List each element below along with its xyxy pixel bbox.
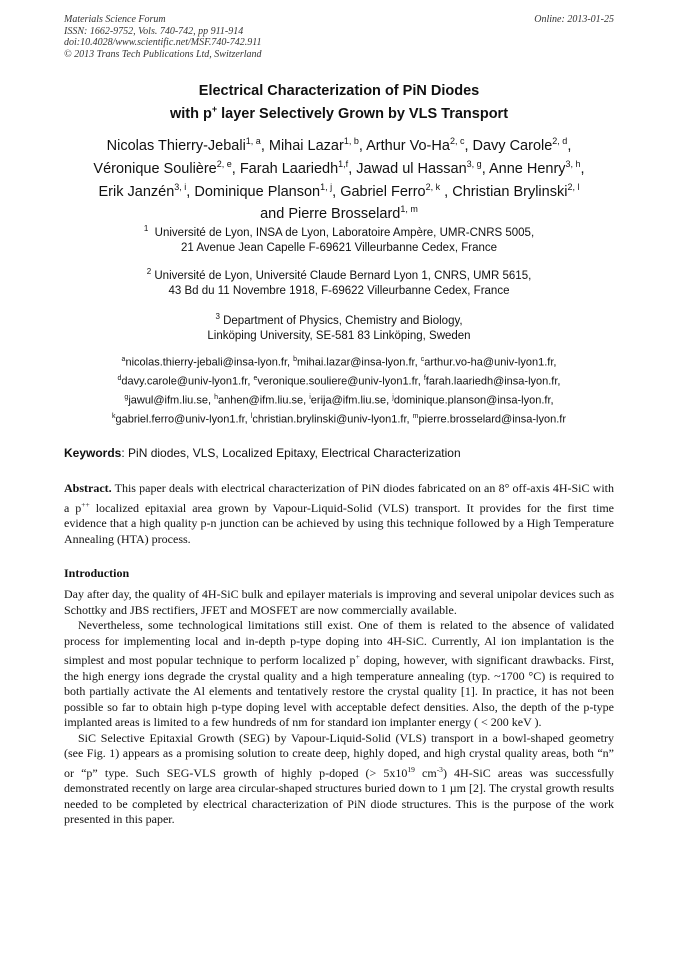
- copyright-line: © 2013 Trans Tech Publications Ltd, Switzerland: [64, 48, 262, 60]
- abstract-superscript: ++: [81, 499, 90, 509]
- author-affiliation-mark: 2, e: [216, 158, 232, 169]
- author-name: Anne Henry: [488, 160, 566, 177]
- author-name: Erik Janzén: [98, 183, 175, 200]
- paragraph-text: doping, however, with significant drawbacks. First, the high energy ions degrade the crystal quality and a high temperature annealing (typ. ~1700 °C) is required to both partially activate the Al elements and tentatively restore the crystal quality [1]. In practice, it has not been possible so far to obtain high p-type doping level with acceptable defect densities. Also, the depth of the p-type implanted areas is limited to a few hundreds of nm for standard ion implanter energy ( < 200 keV ).: [64, 653, 614, 729]
- email-mark: j: [392, 394, 394, 402]
- keywords-label: Keywords: [64, 446, 122, 460]
- author-affiliation-mark: 2, l: [567, 181, 580, 192]
- author-name: Farah Laariedh: [239, 160, 339, 177]
- author-affiliation-mark: 1, j: [320, 181, 333, 192]
- author-separator: ,: [580, 160, 585, 177]
- author-name: and Pierre Brosselard: [260, 206, 401, 223]
- issn-line: ISSN: 1662-9752, Vols. 740-742, pp 911-914: [64, 25, 244, 37]
- affiliation-line: Linköping University, SE-581 83 Linköping, Sweden: [207, 330, 471, 343]
- paper-title: [40, 82, 638, 123]
- keywords: [64, 446, 614, 461]
- author-affiliation-mark: 1, m: [400, 204, 418, 215]
- author-name: Davy Carole: [472, 137, 553, 154]
- author-separator: ,: [332, 183, 341, 200]
- doi-line: doi:10.4028/www.scientific.net/MSF.740-742.911: [64, 37, 262, 48]
- email-mark: g: [124, 394, 129, 402]
- email-address[interactable]: jawul@ifm.liu.se,: [128, 394, 215, 407]
- author-affiliation-mark: 1, b: [343, 136, 359, 146]
- affiliation-text: Université de Lyon, INSA de Lyon, Laboratoire Ampère, UMR-CNRS 5005,: [154, 226, 535, 239]
- journal-header: [64, 14, 614, 60]
- email-mark: k: [111, 413, 116, 421]
- email-address[interactable]: mihai.lazar@insa-lyon.fr,: [297, 356, 421, 369]
- paragraph: [64, 618, 614, 731]
- author-separator: ,: [186, 183, 195, 200]
- affiliation-number: 3: [215, 312, 220, 321]
- affiliation-2: [40, 264, 638, 300]
- author-line-3: [30, 178, 648, 201]
- email-address[interactable]: davy.carole@univ-lyon1.fr,: [121, 375, 254, 388]
- title-line-1: Electrical Characterization of PiN Diodes: [198, 83, 480, 99]
- affiliation-number: 2: [146, 267, 152, 276]
- author-separator: ,: [481, 160, 489, 177]
- email-address[interactable]: erija@ifm.liu.se,: [310, 394, 393, 407]
- affiliation-line: 43 Bd du 11 Novembre 1918, F-69622 Villeurbanne Cedex, France: [168, 285, 510, 298]
- email-mark: f: [423, 375, 426, 383]
- email-address[interactable]: pierre.brosselard@insa-lyon.fr: [418, 414, 567, 427]
- author-affiliation-mark: 1,f: [338, 158, 349, 169]
- author-name: Nicolas Thierry-Jebali: [106, 137, 246, 154]
- email-address[interactable]: dominique.planson@insa-lyon.fr,: [393, 394, 554, 407]
- affiliation-line: [40, 264, 638, 284]
- author-name: Mihai Lazar: [268, 137, 344, 154]
- email-address[interactable]: gabriel.ferro@univ-lyon1.fr,: [115, 414, 251, 427]
- author-separator: ,: [348, 160, 357, 177]
- email-address[interactable]: nicolas.thierry-jebali@insa-lyon.fr,: [125, 356, 294, 369]
- email-line: [40, 371, 638, 390]
- email-mark: m: [412, 413, 419, 421]
- email-address[interactable]: anhen@ifm.liu.se,: [217, 394, 310, 407]
- paragraph: [64, 731, 614, 828]
- title-superscript: +: [211, 104, 218, 114]
- section-heading-introduction: Introduction: [64, 566, 130, 580]
- author-separator: ,: [567, 137, 572, 154]
- affiliation-line: 21 Avenue Jean Capelle F-69621 Villeurbanne Cedex, France: [180, 242, 498, 255]
- email-mark: l: [250, 413, 253, 421]
- author-name: Jawad ul Hassan: [356, 160, 467, 177]
- author-separator: ,: [260, 137, 269, 154]
- email-mark: b: [293, 356, 298, 363]
- superscript: +: [355, 652, 360, 661]
- author-line-2: [30, 155, 648, 178]
- email-address[interactable]: arthur.vo-ha@univ-lyon1.fr,: [424, 356, 557, 369]
- online-date: Online: 2013-01-25: [534, 14, 614, 25]
- email-address[interactable]: christian.brylinski@univ-lyon1.fr,: [252, 414, 413, 427]
- email-line: [40, 352, 638, 371]
- author-separator: ,: [464, 137, 473, 154]
- author-affiliation-mark: 1, a: [245, 136, 261, 146]
- author-line-1: [30, 132, 648, 155]
- affiliation-number: 1: [143, 224, 149, 233]
- author-name: Véronique Soulière: [93, 160, 217, 177]
- author-name: Dominique Planson: [194, 183, 321, 200]
- title-text: with p: [169, 105, 212, 122]
- title-line-2: [40, 100, 638, 123]
- author-line-4: [30, 200, 648, 223]
- abstract-label: Abstract.: [64, 481, 112, 495]
- author-list: [30, 132, 648, 223]
- affiliation-line: [40, 221, 638, 241]
- paragraph-text: ) 4H-SiC areas was successfully demonstrated recently on large area circular-shaped structures buried down to 1 µm [2]. The crystal growth results needed to be completed by electrical characterization of PiN diode structures. This is the purpose of the work presented in this paper.: [64, 765, 614, 826]
- email-mark: c: [420, 356, 425, 363]
- affiliation-3: [40, 309, 638, 345]
- journal-name: Materials Science Forum: [64, 14, 166, 25]
- email-mark: d: [117, 375, 122, 383]
- paragraph-text: cm: [414, 765, 437, 780]
- paragraph: Day after day, the quality of 4H-SiC bulk and epilayer materials is improving and several unipolar devices such as Schottky and JBS rectifiers, JFET and MOSFET are now commercially available.: [64, 587, 614, 617]
- author-affiliation-mark: 3, g: [466, 158, 482, 169]
- author-affiliation-mark: 2, c: [449, 136, 465, 146]
- author-affiliation-mark: 3, i: [174, 181, 187, 192]
- affiliation-1: [40, 221, 638, 257]
- author-affiliation-mark: 3, h: [565, 158, 581, 169]
- affiliation-text: Université de Lyon, Université Claude Bernard Lyon 1, CNRS, UMR 5615,: [154, 269, 532, 282]
- email-mark: h: [214, 394, 218, 402]
- email-mark: a: [121, 356, 126, 363]
- author-affiliation-mark: 2, d: [552, 136, 568, 146]
- superscript: -3: [436, 764, 443, 774]
- superscript: 19: [407, 764, 415, 774]
- email-mark: i: [309, 394, 311, 402]
- abstract-text: localized epitaxial area grown by Vapour-Liquid-Solid (VLS) transport. It provides for the first time evidence that a high quality p-n junction can be achieved by using this technique followed by a High Temperature Annealing (HTA) process.: [64, 500, 615, 546]
- author-affiliation-mark: 2, k: [425, 181, 441, 192]
- abstract-text: This paper deals with electrical characterization of PiN diodes fabricated on an 8° off-axis 4H-SiC with a p: [64, 481, 614, 515]
- author-name: Gabriel Ferro: [340, 183, 426, 200]
- title-text: layer Selectively Grown by VLS Transport: [217, 105, 509, 122]
- paragraph-text: SiC Selective Epitaxial Growth (SEG) by Vapour-Liquid-Solid (VLS) transport in a bowl-shaped geometry (see Fig. 1) appears as a promising solution to create deep, highly doped, and high crystal quality areas, both “n” or “p” type. Such SEG-VLS growth of highly p-doped (> 5x10: [64, 730, 614, 780]
- email-mark: e: [253, 375, 258, 383]
- affiliation-text: Department of Physics, Chemistry and Biology,: [223, 314, 463, 327]
- abstract: [64, 481, 614, 547]
- email-line: [40, 390, 638, 409]
- author-separator: ,: [440, 183, 453, 200]
- introduction-body: [64, 587, 614, 828]
- affiliation-line: [40, 309, 638, 329]
- author-separator: ,: [231, 160, 240, 177]
- email-list: [40, 352, 638, 429]
- email-address[interactable]: farah.laariedh@insa-lyon.fr,: [425, 375, 561, 388]
- keywords-text: : PiN diodes, VLS, Localized Epitaxy, Electrical Characterization: [121, 446, 461, 460]
- paragraph-text: Nevertheless, some technological limitations still exist. One of them is related to the absence of validated process for implementing local and in-depth p-type doping into 4H-SiC. Currently, Al ion implantation is the simplest and most popular technique to perform localized p: [64, 618, 614, 667]
- email-address[interactable]: veronique.souliere@univ-lyon1.fr,: [257, 375, 424, 388]
- author-name: Christian Brylinski: [452, 183, 568, 200]
- email-line: [40, 409, 638, 428]
- author-name: Arthur Vo-Ha: [366, 137, 450, 154]
- author-separator: ,: [358, 137, 367, 154]
